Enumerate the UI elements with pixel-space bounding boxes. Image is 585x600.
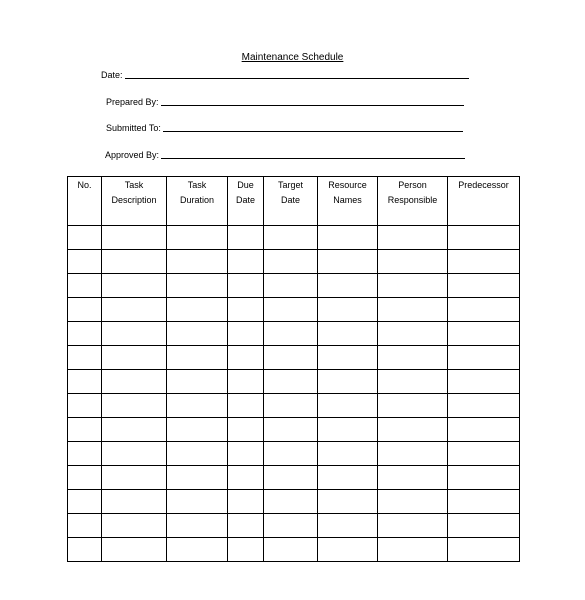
table-row: [68, 322, 520, 346]
table-cell[interactable]: [264, 490, 318, 514]
table-cell[interactable]: [448, 418, 520, 442]
table-cell[interactable]: [448, 538, 520, 562]
table-cell[interactable]: [102, 394, 167, 418]
table-cell[interactable]: [68, 442, 102, 466]
table-cell[interactable]: [228, 298, 264, 322]
table-cell[interactable]: [228, 466, 264, 490]
table-cell[interactable]: [448, 322, 520, 346]
prepared-by-label: Prepared By:: [106, 97, 159, 107]
table-cell[interactable]: [448, 394, 520, 418]
column-header-resource-names-line1: Resource: [328, 180, 367, 190]
table-cell[interactable]: [102, 250, 167, 274]
table-cell[interactable]: [228, 274, 264, 298]
table-cell[interactable]: [167, 370, 228, 394]
table-cell[interactable]: [378, 394, 448, 418]
column-header-due-date-line1: Due: [237, 180, 254, 190]
column-header-predecessor-line1: Predecessor: [458, 180, 509, 190]
prepared-by-input-line[interactable]: [161, 105, 464, 106]
table-cell[interactable]: [448, 274, 520, 298]
table-cell[interactable]: [378, 226, 448, 250]
table-cell[interactable]: [102, 466, 167, 490]
table-cell[interactable]: [378, 250, 448, 274]
table-cell[interactable]: [228, 538, 264, 562]
column-header-task-duration-line2: Duration: [179, 195, 215, 205]
table-cell[interactable]: [68, 394, 102, 418]
table-cell[interactable]: [378, 370, 448, 394]
table-cell[interactable]: [102, 514, 167, 538]
submitted-to-input-line[interactable]: [163, 131, 463, 132]
table-row: [68, 514, 520, 538]
table-cell[interactable]: [264, 226, 318, 250]
table-cell[interactable]: [448, 298, 520, 322]
table-cell[interactable]: [228, 226, 264, 250]
table-cell[interactable]: [68, 322, 102, 346]
table-cell[interactable]: [102, 298, 167, 322]
column-header-no: [68, 177, 102, 226]
table-cell[interactable]: [318, 394, 378, 418]
table-cell[interactable]: [228, 394, 264, 418]
table-cell[interactable]: [448, 442, 520, 466]
table-row: [68, 274, 520, 298]
table-row: [68, 298, 520, 322]
table-cell[interactable]: [448, 250, 520, 274]
schedule-table-body: [68, 226, 520, 562]
table-row: [68, 226, 520, 250]
date-input-line[interactable]: [125, 78, 469, 79]
table-cell[interactable]: [102, 226, 167, 250]
table-cell[interactable]: [167, 298, 228, 322]
table-cell[interactable]: [68, 346, 102, 370]
column-header-no-line1: No.: [77, 180, 92, 190]
table-cell[interactable]: [167, 226, 228, 250]
column-header-due-date: [228, 177, 264, 226]
table-cell[interactable]: [318, 514, 378, 538]
date-field-row: [101, 67, 469, 81]
table-cell[interactable]: [167, 250, 228, 274]
table-cell[interactable]: [167, 346, 228, 370]
table-cell[interactable]: [318, 346, 378, 370]
column-header-target-date-line1: Target: [277, 180, 303, 190]
table-row: [68, 538, 520, 562]
table-cell[interactable]: [68, 418, 102, 442]
table-cell[interactable]: [167, 466, 228, 490]
approved-by-label: Approved By:: [105, 150, 160, 160]
table-row: [68, 370, 520, 394]
column-header-predecessor: [448, 177, 520, 226]
table-cell[interactable]: [264, 274, 318, 298]
table-row: [68, 418, 520, 442]
column-header-person-responsible-line2: Responsible: [387, 195, 438, 205]
table-cell[interactable]: [318, 490, 378, 514]
column-header-resource-names: [318, 177, 378, 226]
table-cell[interactable]: [264, 418, 318, 442]
table-cell[interactable]: [318, 322, 378, 346]
table-cell[interactable]: [102, 490, 167, 514]
table-cell[interactable]: [264, 250, 318, 274]
table-cell[interactable]: [102, 418, 167, 442]
table-cell[interactable]: [102, 370, 167, 394]
table-cell[interactable]: [318, 538, 378, 562]
table-cell[interactable]: [228, 322, 264, 346]
schedule-table: [67, 176, 520, 562]
table-cell[interactable]: [228, 250, 264, 274]
column-header-target-date-line2: Date: [280, 195, 300, 205]
table-cell[interactable]: [318, 250, 378, 274]
table-cell[interactable]: [378, 346, 448, 370]
table-cell[interactable]: [264, 538, 318, 562]
table-cell[interactable]: [68, 514, 102, 538]
table-cell[interactable]: [228, 418, 264, 442]
table-cell[interactable]: [378, 538, 448, 562]
table-cell[interactable]: [318, 226, 378, 250]
table-cell[interactable]: [264, 442, 318, 466]
table-cell[interactable]: [318, 466, 378, 490]
table-cell[interactable]: [228, 370, 264, 394]
table-cell[interactable]: [448, 226, 520, 250]
date-label: Date:: [101, 70, 123, 80]
table-cell[interactable]: [167, 322, 228, 346]
table-cell[interactable]: [167, 418, 228, 442]
table-cell[interactable]: [448, 466, 520, 490]
table-cell[interactable]: [318, 370, 378, 394]
table-cell[interactable]: [264, 466, 318, 490]
column-header-task-duration: [167, 177, 228, 226]
table-row: [68, 442, 520, 466]
table-cell[interactable]: [102, 346, 167, 370]
table-cell[interactable]: [378, 490, 448, 514]
table-cell[interactable]: [167, 538, 228, 562]
table-row: [68, 394, 520, 418]
table-cell[interactable]: [448, 370, 520, 394]
document-title: [0, 52, 585, 63]
table-cell[interactable]: [167, 490, 228, 514]
prepared-by-field-row: [106, 94, 464, 108]
table-cell[interactable]: [264, 394, 318, 418]
table-cell[interactable]: [102, 442, 167, 466]
table-cell[interactable]: [264, 322, 318, 346]
table-cell[interactable]: [264, 514, 318, 538]
table-row: [68, 346, 520, 370]
table-cell[interactable]: [102, 538, 167, 562]
table-row: [68, 490, 520, 514]
table-cell[interactable]: [378, 514, 448, 538]
table-cell[interactable]: [378, 418, 448, 442]
table-cell[interactable]: [228, 514, 264, 538]
table-cell[interactable]: [68, 298, 102, 322]
table-cell[interactable]: [68, 274, 102, 298]
table-cell[interactable]: [378, 274, 448, 298]
table-cell[interactable]: [68, 370, 102, 394]
table-cell[interactable]: [378, 298, 448, 322]
table-row: [68, 466, 520, 490]
submitted-to-field-row: [106, 120, 463, 134]
approved-by-field-row: [105, 147, 465, 161]
table-cell[interactable]: [68, 250, 102, 274]
table-cell[interactable]: [228, 442, 264, 466]
table-cell[interactable]: [264, 370, 318, 394]
table-cell[interactable]: [68, 538, 102, 562]
table-cell[interactable]: [378, 322, 448, 346]
column-header-target-date: [264, 177, 318, 226]
table-cell[interactable]: [167, 394, 228, 418]
table-cell[interactable]: [378, 466, 448, 490]
table-row: [68, 250, 520, 274]
table-cell[interactable]: [448, 514, 520, 538]
column-header-task-description-line1: Task: [124, 180, 144, 190]
table-cell[interactable]: [228, 346, 264, 370]
table-header-row: [68, 177, 520, 226]
table-cell[interactable]: [102, 322, 167, 346]
document-title-text: Maintenance Schedule: [241, 52, 344, 63]
table-cell[interactable]: [167, 274, 228, 298]
table-cell[interactable]: [318, 298, 378, 322]
table-cell[interactable]: [318, 418, 378, 442]
column-header-due-date-line2: Date: [235, 195, 255, 205]
table-cell[interactable]: [448, 490, 520, 514]
table-cell[interactable]: [167, 514, 228, 538]
approved-by-input-line[interactable]: [161, 158, 465, 159]
table-cell[interactable]: [318, 274, 378, 298]
table-cell[interactable]: [68, 226, 102, 250]
column-header-person-responsible: [378, 177, 448, 226]
table-cell[interactable]: [68, 490, 102, 514]
submitted-to-label: Submitted To:: [106, 123, 161, 133]
column-header-resource-names-line2: Names: [333, 195, 362, 205]
column-header-task-duration-line1: Task: [187, 180, 207, 190]
column-header-task-description-line2: Description: [111, 195, 157, 205]
table-cell[interactable]: [378, 442, 448, 466]
table-cell[interactable]: [68, 466, 102, 490]
table-cell[interactable]: [228, 490, 264, 514]
table-cell[interactable]: [448, 346, 520, 370]
table-cell[interactable]: [264, 298, 318, 322]
table-cell[interactable]: [318, 442, 378, 466]
column-header-task-description: [102, 177, 167, 226]
column-header-person-responsible-line1: Person: [398, 180, 427, 190]
table-cell[interactable]: [264, 346, 318, 370]
table-cell[interactable]: [102, 274, 167, 298]
table-cell[interactable]: [167, 442, 228, 466]
